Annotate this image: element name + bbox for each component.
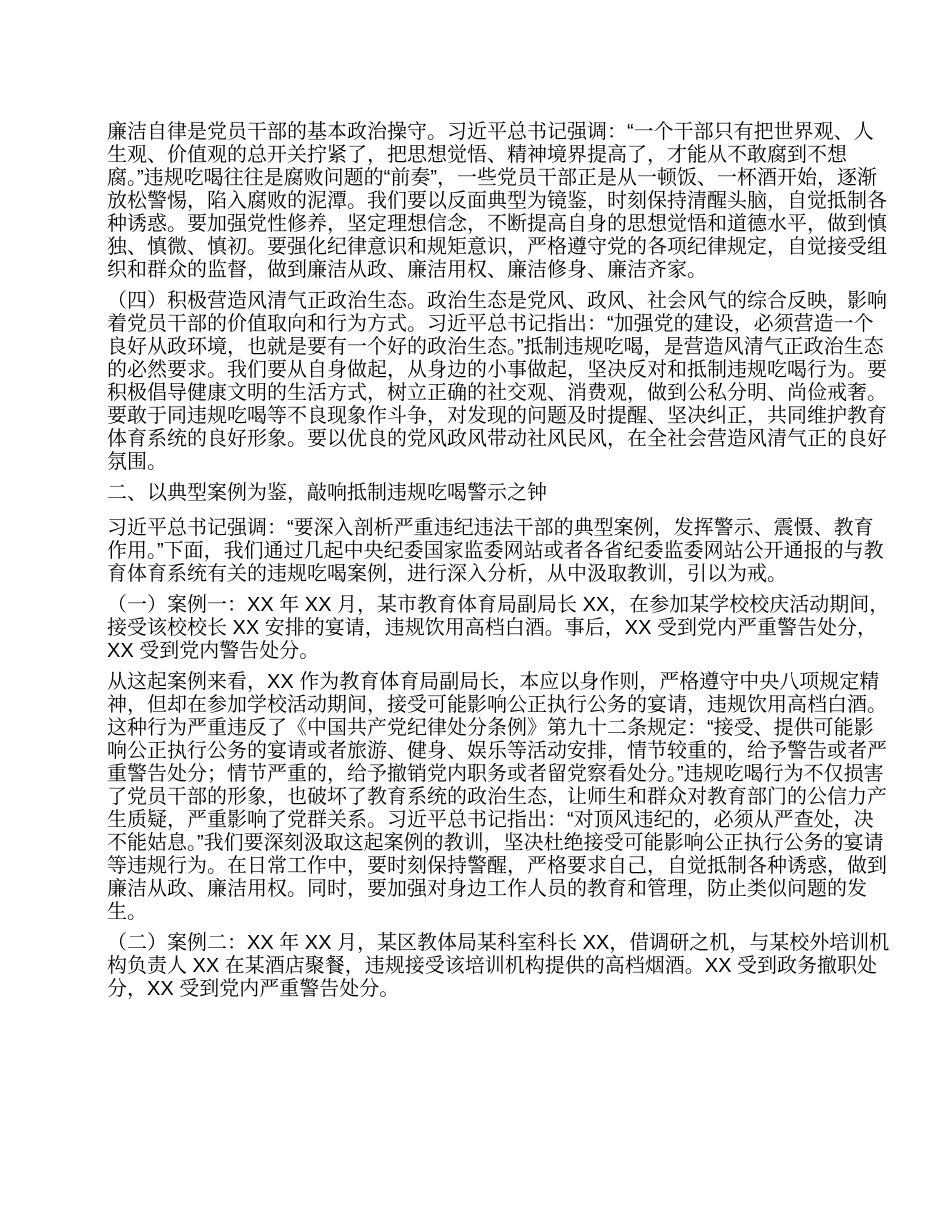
section-heading: 二、以典型案例为鉴，敲响抵制违规吃喝警示之钟 <box>107 482 547 504</box>
paragraph: （四）积极营造风清气正政治生态。政治生态是党风、政风、社会风气的综合反映，影响着党员干部的价值取向和行为方式。习近平总书记指出：“加强党的建设，必须营造一个良好从政环境，也就是要有一个好的政治生态。”抵制违规吃喝，是营造风清气正政治生态的必然要求。我们要从自身做起，从身边的小事做起，坚决反对和抵制违规吃喝行为。要积极倡导健康文明的生活方式，树立正确的社交观、消费观，做到公私分明、尚俭戒奢。要敢于同违规吃喝等不良现象作斗争，对发现的问题及时提醒、坚决纠正，共同维护教育体育系统的良好形象。要以优良的党风政风带动社风民风，在全社会营造风清气正的良好氛围。 <box>107 290 887 473</box>
paragraph: （二）案例二：XX 年 XX 月，某区教体局某科室科长 XX，借调研之机，与某校外培训机构负责人 XX 在某酒店聚餐，违规接受该培训机构提供的高档烟酒。XX 受到政务撤职处分，XX 受到党内严重警告处分。 <box>107 932 890 1000</box>
paragraph: 从这起案例来看，XX 作为教育体育局副局长，本应以身作则，严格遵守中央八项规定精神，但却在参加学校活动期间，接受可能影响公正执行公务的宴请，违规饮用高档白酒。这种行为严重违反了《中国共产党纪律处分条例》第九十二条规定：“接受、提供可能影响公正执行公务的宴请或者旅游、健身、娱乐等活动安排，情节较重的，给予警告或者严重警告处分；情节严重的，给予撤销党内职务或者留党察看处分。”违规吃喝行为不仅损害了党员干部的形象，也破坏了教育系统的政治生态，让师生和群众对教育部门的公信力产生质疑，严重影响了党群关系。习近平总书记指出：“对顶风违纪的，必须从严查处，决不能姑息。”我们要深刻汲取这起案例的教训，坚决杜绝接受可能影响公正执行公务的宴请等违规行为。在日常工作中，要时刻保持警醒，严格要求自己，自觉抵制各种诱惑，做到廉洁从政、廉洁用权。同时，要加强对身边工作人员的教育和管理，防止类似问题的发生。 <box>107 671 887 923</box>
paragraph: （一）案例一：XX 年 XX 月，某市教育体育局副局长 XX，在参加某学校校庆活动期间，接受该校校长 XX 安排的宴请，违规饮用高档白酒。事后，XX 受到党内严重警告处分，XX 受到党内警告处分。 <box>107 594 890 662</box>
paragraph: 廉洁自律是党员干部的基本政治操守。习近平总书记强调：“一个干部只有把世界观、人生观、价值观的总开关拧紧了，把思想觉悟、精神境界提高了，才能从不敢腐到不想腐。”违规吃喝往往是腐败问题的“前奏”，一些党员干部正是从一顿饭、一杯酒开始，逐渐放松警惕，陷入腐败的泥潭。我们要以反面典型为镜鉴，时刻保持清醒头脑，自觉抵制各种诱惑。要加强党性修养，坚定理想信念，不断提高自身的思想觉悟和道德水平，做到慎独、慎微、慎初。要强化纪律意识和规矩意识，严格遵守党的各项纪律规定，自觉接受组织和群众的监督，做到廉洁从政、廉洁用权、廉洁修身、廉洁齐家。 <box>107 121 887 281</box>
paragraph: 习近平总书记强调：“要深入剖析严重违纪违法干部的典型案例，发挥警示、震慑、教育作用。”下面，我们通过几起中央纪委国家监委网站或者各省纪委监委网站公开通报的与教育体育系统有关的违规吃喝案例，进行深入分析，从中汲取教训，引以为戒。 <box>107 517 884 585</box>
